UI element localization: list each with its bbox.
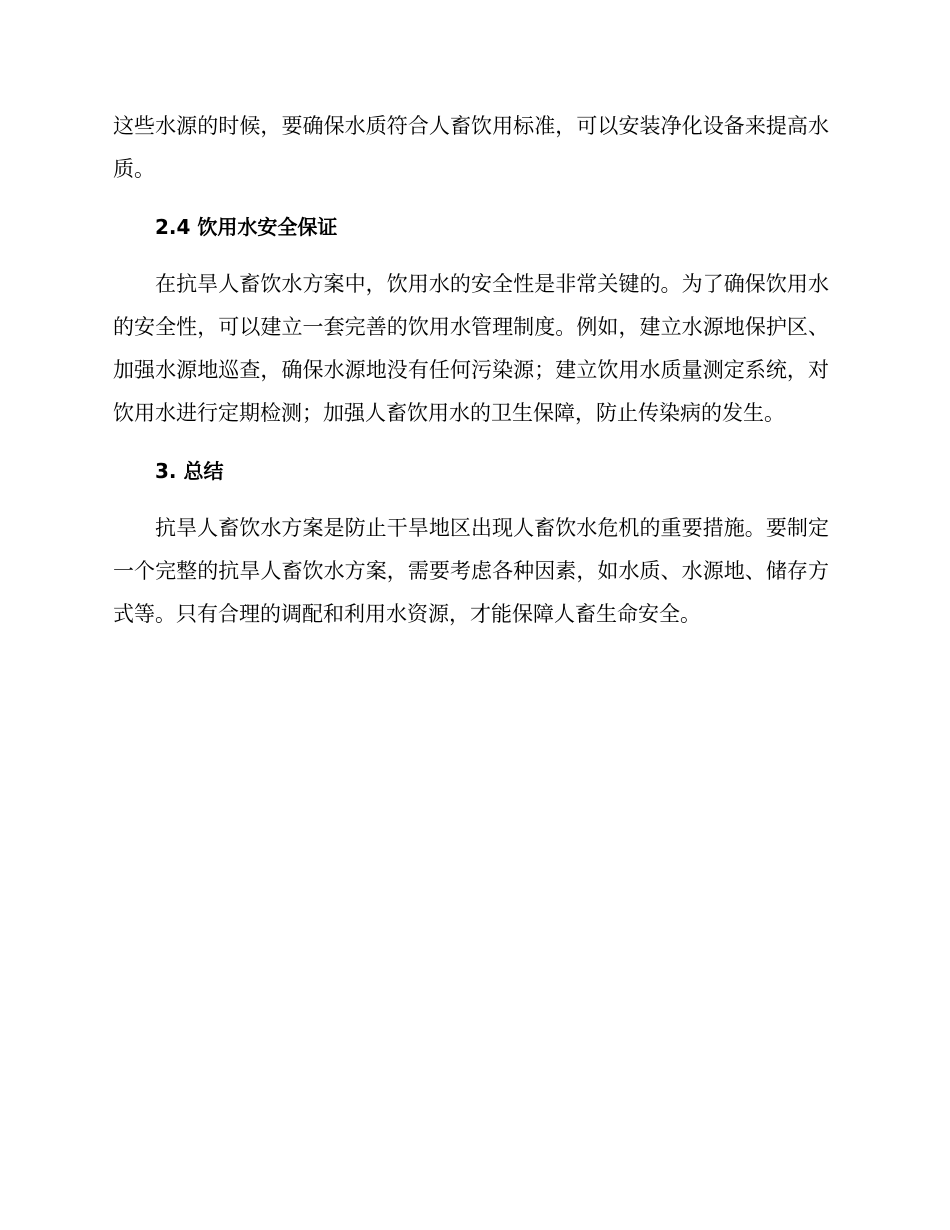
section-3-paragraph: 抗旱人畜饮水方案是防止干旱地区出现人畜饮水危机的重要措施。要制定一个完整的抗旱人畜饮水方案，需要考虑各种因素，如水质、水源地、储存方式等。只有合理的调配和利用水资源，才能保障人畜生命安全。 — [113, 516, 829, 626]
document-body — [113, 105, 829, 636]
spacer — [113, 435, 829, 450]
section-heading-2-4: 2.4 饮用水安全保证 — [155, 215, 338, 239]
spacer — [113, 191, 829, 206]
section-heading-3: 3. 总结 — [155, 459, 224, 483]
section-2-4-paragraph: 在抗旱人畜饮水方案中，饮用水的安全性是非常关键的。为了确保饮用水的安全性，可以建立一套完善的饮用水管理制度。例如，建立水源地保护区、加强水源地巡查，确保水源地没有任何污染源；建立饮用水质量测定系统，对饮用水进行定期检测；加强人畜饮用水的卫生保障，防止传染病的发生。 — [113, 272, 829, 425]
spacer — [113, 493, 829, 507]
continuation-paragraph: 这些水源的时候，要确保水质符合人畜饮用标准，可以安装净化设备来提高水质。 — [113, 114, 829, 181]
spacer — [113, 249, 829, 263]
